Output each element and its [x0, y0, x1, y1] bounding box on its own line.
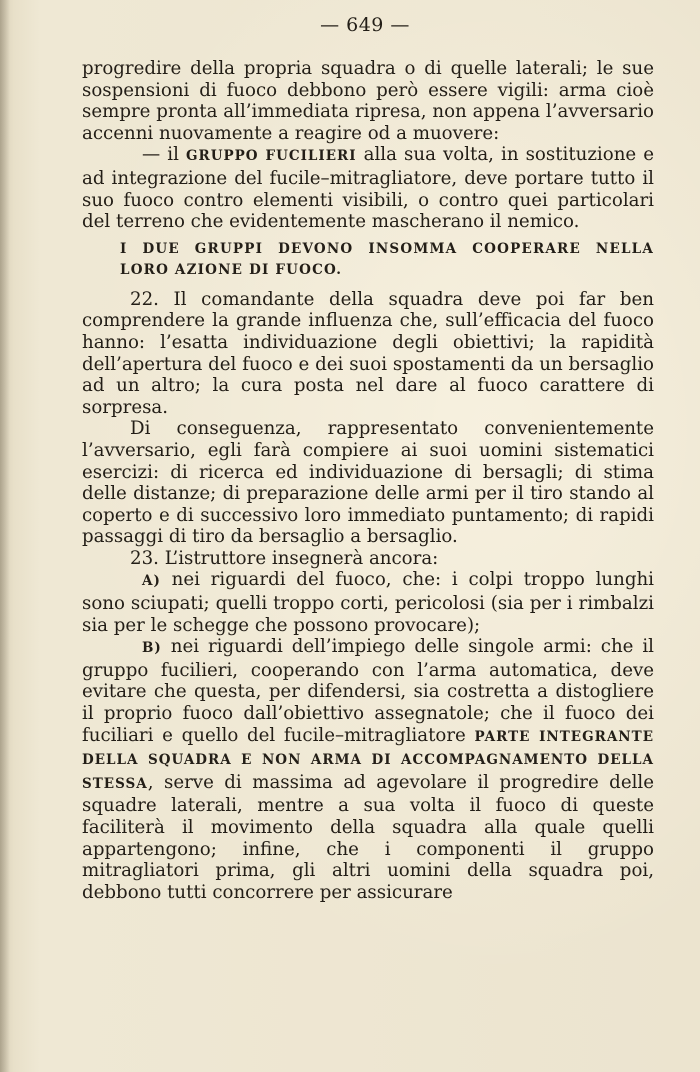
page-number: — 649 — [320, 14, 410, 36]
item-b-smallcaps: PARTE INTEGRANTE DELLA SQUADRA E NON ARMA DI ACCOMPAGNAMENTO DELLA STESSA [82, 728, 654, 792]
item-b-text-2: , serve di massima ad agevolare il progredire delle squadre laterali, mentre a sua volta il fuoco di queste faciliterà il movimento della squadra alla quale quelli appartengono; infine, che i componenti il gruppo mitragliatori prima, gli altri uomini della squadra poi, debbono tutti concorrere per assicurare [82, 771, 654, 903]
page-body [82, 58, 654, 903]
item-b-text-1: nei riguardi dell’impiego delle singole armi: che il gruppo fucilieri, cooperando con l’arma automatica, deve evitare che questa, per difendersi, sia costretta a distogliere il proprio fuoco dall’obiettivo assegnatole; che il fuoco dei fuciliari e quello del fucile–mitragliatore [82, 636, 654, 746]
paragraph-23: 23. L’istruttore insegnerà ancora: [130, 547, 439, 569]
paragraph-conseguenza: Di conseguenza, rappresentato convenientemente l’avversario, egli farà compiere ai suoi uomini sistematici esercizi: di ricerca ed individuazione di bersagli; di stima delle distanze; di preparazione delle armi per il tiro stando al coperto e di successivo loro immediato puntamento; di rapidi passaggi di tiro da bersaglio a bersaglio. [82, 418, 654, 548]
paragraph-22: 22. Il comandante della squadra deve poi far ben comprendere la grande influenza che, sull’efficacia del fuoco hanno: l’esatta individuazione degli obiettivi; la rapidità dell’apertura del fuoco e dei suoi spostamenti da un bersaglio ad un altro; la cura posta nel dare al fuoco carattere di sorpresa. [82, 288, 654, 418]
binding-shadow [0, 0, 10, 1072]
fucilieri-lead: — il [142, 144, 186, 166]
fucilieri-rest: alla sua volta, in sostituzione e ad integrazione del fucile–mitragliatore, deve portare tutto il suo fuoco contro elementi visibili, o contro quei particolari del terreno che evidentemente mascherano il nemico. [82, 144, 655, 233]
paragraph-a [82, 569, 654, 636]
item-a-label: A) [142, 573, 161, 590]
paragraph-gruppo-fucilieri [82, 144, 654, 232]
paragraph-intro: progredire della propria squadra o di quelle laterali; le sue sospensioni di fuoco debbono però essere vigili: arma cioè sempre pronta all’immediata ripresa, non appena l’avversario accenni nuovamente a reagire od a muovere: [82, 58, 654, 144]
fucilieri-smallcaps: GRUPPO FUCILIERI [185, 148, 357, 165]
item-a-text: nei riguardi del fuoco, che: i colpi troppo lunghi sono sciupati; quelli troppo corti, pericolosi (sia per i rimbalzi sia per le schegge che possono provocare); [82, 569, 654, 636]
item-b-label: B) [142, 640, 162, 657]
emphasis-line: I DUE GRUPPI DEVONO INSOMMA COOPERARE NELLA LORO AZIONE DI FUOCO. [120, 240, 654, 278]
paragraph-b [82, 636, 654, 903]
